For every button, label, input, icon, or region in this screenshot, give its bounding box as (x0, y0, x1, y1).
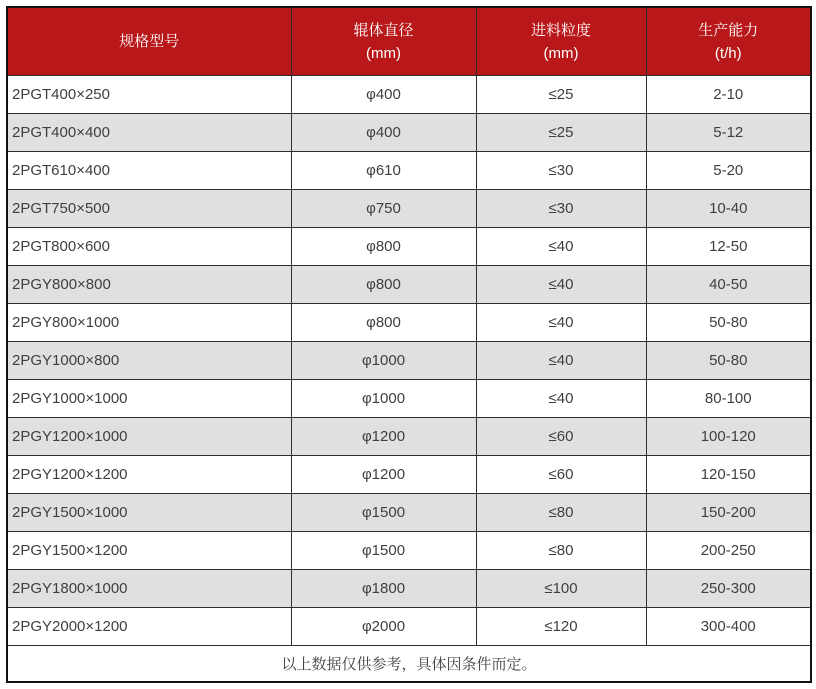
table-cell: 2PGT400×400 (7, 114, 291, 152)
table-cell: 100-120 (646, 418, 811, 456)
table-cell: ≤25 (476, 76, 646, 114)
table-cell: φ800 (291, 228, 476, 266)
table-cell: 2PGT610×400 (7, 152, 291, 190)
header-cell-model (7, 7, 291, 76)
table-cell: 2PGY1200×1000 (7, 418, 291, 456)
table-cell: 5-12 (646, 114, 811, 152)
table-cell: ≤100 (476, 570, 646, 608)
table-cell: 50-80 (646, 304, 811, 342)
table-cell: φ800 (291, 304, 476, 342)
header-title: 规格型号 (119, 32, 180, 50)
table-row (7, 342, 811, 380)
header-title: 生产能力 (698, 21, 759, 39)
table-cell: ≤120 (476, 608, 646, 646)
table-cell: φ1500 (291, 532, 476, 570)
header-title: 辊体直径 (353, 21, 414, 39)
table-footer (7, 646, 811, 683)
table-cell: φ2000 (291, 608, 476, 646)
table-row (7, 266, 811, 304)
table-row (7, 76, 811, 114)
table-cell: 2-10 (646, 76, 811, 114)
table-cell: 2PGY2000×1200 (7, 608, 291, 646)
table-cell: ≤40 (476, 342, 646, 380)
header-cell-capacity (646, 7, 811, 76)
table-cell: φ1000 (291, 342, 476, 380)
table-cell: φ1200 (291, 418, 476, 456)
table-cell: φ1800 (291, 570, 476, 608)
table-cell: ≤40 (476, 380, 646, 418)
table-row (7, 380, 811, 418)
table-header-row (7, 7, 811, 76)
table-cell: 10-40 (646, 190, 811, 228)
table-cell: 2PGY1500×1000 (7, 494, 291, 532)
footer-note: 以上数据仅供参考，具体因条件而定。 (7, 646, 811, 683)
table-cell: ≤40 (476, 266, 646, 304)
table-cell: 2PGY1500×1200 (7, 532, 291, 570)
header-unit: (mm) (543, 45, 579, 62)
table-cell: 2PGY1800×1000 (7, 570, 291, 608)
table-cell: φ400 (291, 114, 476, 152)
header-cell-feed-size (476, 7, 646, 76)
table-cell: φ610 (291, 152, 476, 190)
table-cell: ≤40 (476, 304, 646, 342)
table-cell: φ400 (291, 76, 476, 114)
table-row (7, 152, 811, 190)
table-cell: 120-150 (646, 456, 811, 494)
table-cell: 2PGY800×800 (7, 266, 291, 304)
table-cell: 2PGY800×1000 (7, 304, 291, 342)
header-unit: (mm) (366, 45, 401, 62)
table-cell: 2PGT750×500 (7, 190, 291, 228)
table-cell: ≤40 (476, 228, 646, 266)
table-cell: ≤60 (476, 418, 646, 456)
table-cell: 300-400 (646, 608, 811, 646)
table-cell: φ1000 (291, 380, 476, 418)
table-cell: 5-20 (646, 152, 811, 190)
table-row (7, 570, 811, 608)
table-row (7, 494, 811, 532)
table-cell: ≤80 (476, 532, 646, 570)
table-cell: ≤80 (476, 494, 646, 532)
table-cell: 2PGT400×250 (7, 76, 291, 114)
table-cell: φ1500 (291, 494, 476, 532)
table-row (7, 114, 811, 152)
header-title: 进料粒度 (530, 21, 591, 39)
table-cell: 40-50 (646, 266, 811, 304)
table-cell: 80-100 (646, 380, 811, 418)
table-row (7, 418, 811, 456)
table-cell: ≤30 (476, 152, 646, 190)
table-cell: 50-80 (646, 342, 811, 380)
table-cell: ≤30 (476, 190, 646, 228)
table-cell: 150-200 (646, 494, 811, 532)
table-cell: φ750 (291, 190, 476, 228)
table-row (7, 608, 811, 646)
table-body (7, 76, 811, 646)
table-cell: 12-50 (646, 228, 811, 266)
table-cell: 2PGT800×600 (7, 228, 291, 266)
table-cell: φ1200 (291, 456, 476, 494)
table-row (7, 456, 811, 494)
spec-table (6, 6, 812, 683)
table-cell: 200-250 (646, 532, 811, 570)
header-cell-roller-diameter (291, 7, 476, 76)
table-cell: ≤60 (476, 456, 646, 494)
table-cell: 2PGY1200×1200 (7, 456, 291, 494)
table-cell: 2PGY1000×800 (7, 342, 291, 380)
table-cell: 2PGY1000×1000 (7, 380, 291, 418)
table-row (7, 532, 811, 570)
header-unit: (t/h) (714, 45, 742, 62)
table-row (7, 228, 811, 266)
table-cell: φ800 (291, 266, 476, 304)
table-header (7, 7, 811, 76)
table-cell: 250-300 (646, 570, 811, 608)
table-row (7, 190, 811, 228)
table-cell: ≤25 (476, 114, 646, 152)
footer-row (7, 646, 811, 683)
table-row (7, 304, 811, 342)
